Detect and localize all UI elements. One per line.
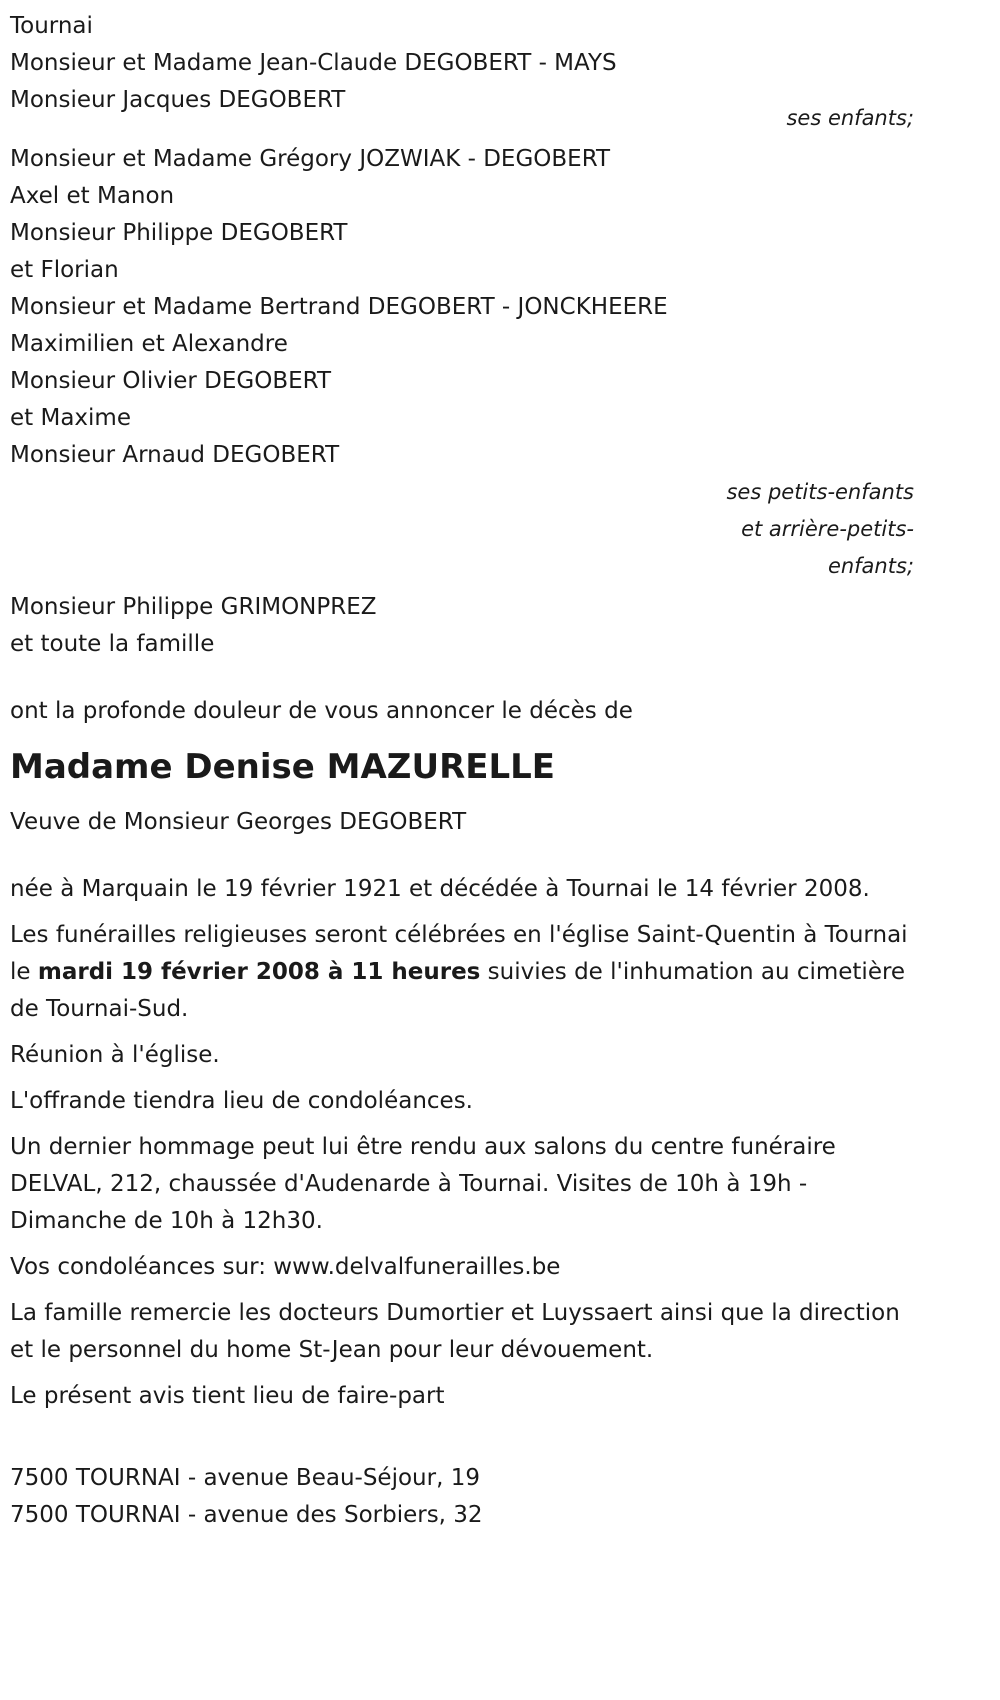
meeting-paragraph: Réunion à l'église. xyxy=(10,1042,220,1068)
family-line: Monsieur et Madame Grégory JOZWIAK - DEGOBERT xyxy=(10,146,611,172)
family-group-others xyxy=(10,589,914,663)
relation-note-line: enfants; xyxy=(827,554,914,578)
notice-paragraph: Le présent avis tient lieu de faire-part xyxy=(10,1383,445,1409)
relation-note-line: et arrière-petits- xyxy=(741,517,914,541)
family-line: Monsieur et Madame Bertrand DEGOBERT - JONCKHEERE xyxy=(10,294,668,320)
funeral-text-before: Les funérailles religieuses seront célébrées en l'église Saint-Quentin à Tournai le xyxy=(10,922,908,985)
deceased-name: Madame Denise MAZURELLE xyxy=(10,747,556,787)
homage-paragraph: Un dernier hommage peut lui être rendu aux salons du centre funéraire DELVAL, 212, chaussée d'Audenarde à Tournai. Visites de 10h à 19h - Dimanche de 10h à 12h30. xyxy=(10,1134,836,1234)
thanks-paragraph: La famille remercie les docteurs Dumortier et Luyssaert ainsi que la direction et le personnel du home St-Jean pour leur dévouement. xyxy=(10,1300,900,1363)
funeral-paragraph xyxy=(10,917,914,1028)
obituary-notice xyxy=(10,8,914,1534)
family-line: et toute la famille xyxy=(10,631,215,657)
address-line: 7500 TOURNAI - avenue Beau-Séjour, 19 xyxy=(10,1465,480,1491)
family-line: Tournai xyxy=(10,13,93,39)
family-line: Monsieur Philippe GRIMONPREZ xyxy=(10,594,377,620)
funeral-date-time: mardi 19 février 2008 à 11 heures xyxy=(37,959,481,985)
relation-note-grandchildren xyxy=(10,474,914,585)
funeral-text-after: suivies de l'inhumation au cimetière de Tournai-Sud. xyxy=(10,959,906,1022)
birth-death-paragraph: née à Marquain le 19 février 1921 et décédée à Tournai le 14 février 2008. xyxy=(10,876,870,902)
condolences-paragraph: Vos condoléances sur: www.delvalfunerailles.be xyxy=(10,1254,561,1280)
family-line: Monsieur Philippe DEGOBERT xyxy=(10,220,348,246)
family-line: Axel et Manon xyxy=(10,183,175,209)
family-line: Monsieur Arnaud DEGOBERT xyxy=(10,442,340,468)
family-line: Monsieur et Madame Jean-Claude DEGOBERT - MAYS xyxy=(10,50,617,76)
family-line: et Florian xyxy=(10,257,119,283)
relation-note-line: ses petits-enfants xyxy=(726,480,914,504)
address-list xyxy=(10,1460,914,1534)
family-group-grandchildren xyxy=(10,141,914,585)
offering-paragraph: L'offrande tiendra lieu de condoléances. xyxy=(10,1088,473,1114)
address-line: 7500 TOURNAI - avenue des Sorbiers, 32 xyxy=(10,1502,483,1528)
widow-of-text: Veuve de Monsieur Georges DEGOBERT xyxy=(10,809,467,835)
family-line: Monsieur Olivier DEGOBERT xyxy=(10,368,332,394)
announcement-text: ont la profonde douleur de vous annoncer le décès de xyxy=(10,698,633,724)
family-line: Maximilien et Alexandre xyxy=(10,331,288,357)
family-group-children xyxy=(10,8,914,137)
family-line: Monsieur Jacques DEGOBERT xyxy=(10,87,346,113)
family-line: et Maxime xyxy=(10,405,131,431)
relation-note-children: ses enfants; xyxy=(786,106,914,130)
